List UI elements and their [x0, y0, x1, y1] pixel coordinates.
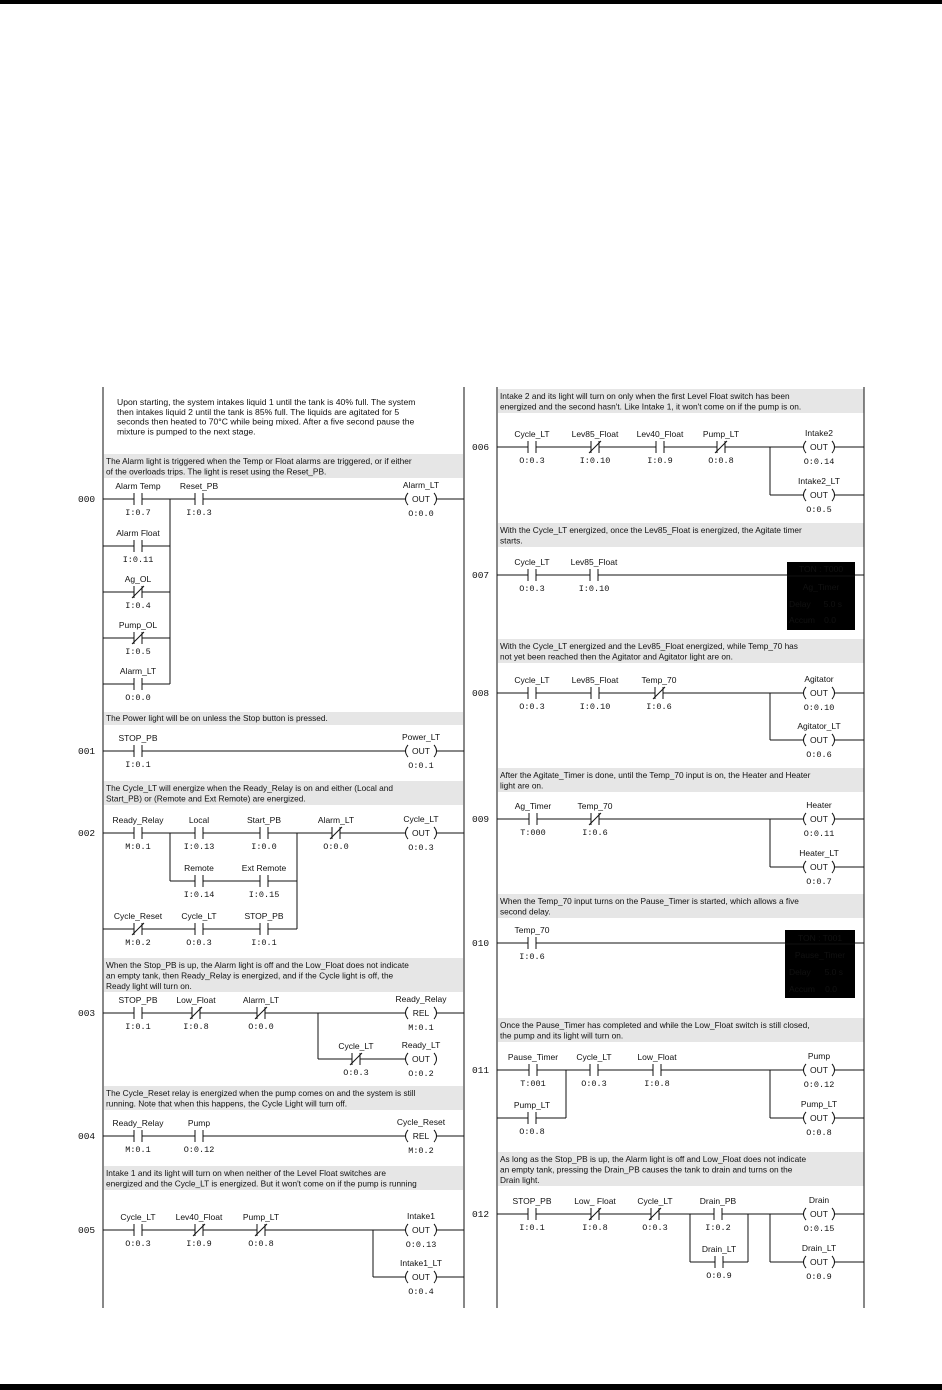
contact-address: I:0.4: [125, 601, 151, 611]
contact-name: Reset_PB: [179, 481, 219, 491]
timer-accum: 0.0: [824, 615, 836, 625]
coil-address: O:0.11: [803, 829, 835, 839]
contact-address: I:0.1: [125, 1022, 151, 1032]
contact-cycle-lt: [528, 441, 536, 453]
contact-lev85-float: [590, 569, 598, 581]
rung-comment: Intake 1 and its light will turn on when neither of the Level Float switches are: [106, 1168, 386, 1178]
rung-comment: an empty tank, pressing the Drain_PB causes the tank to drain and turns on the: [500, 1164, 793, 1175]
coil-address: M:0.1: [408, 1023, 434, 1033]
coil-name: Drain_LT: [801, 1243, 837, 1253]
contact-address: O:0.3: [642, 1223, 668, 1233]
coil-type: OUT: [810, 1065, 828, 1075]
rung-comment: The Power light will be on unless the Stop button is pressed.: [106, 713, 328, 723]
contact-stop-pb: [134, 1007, 142, 1019]
contact-name: Temp_70: [641, 675, 677, 685]
contact-address: T:001: [520, 1079, 546, 1089]
contact-address: I:0.1: [125, 760, 151, 770]
rung-comment: Intake 2 and its light will turn on only when the first Level Float switch has been: [500, 391, 790, 401]
contact-reset-pb: [195, 493, 203, 505]
contact-pump-lt: [528, 1112, 536, 1124]
contact-drain-lt: [715, 1256, 723, 1268]
coil-type: OUT: [810, 862, 828, 872]
contact-name: Pump_OL: [118, 620, 158, 630]
contact-cycle-lt: [590, 1064, 598, 1076]
contact-name: Ready_Relay: [112, 1118, 164, 1128]
contact-address: O:0.3: [519, 702, 545, 712]
coil-name: Agitator_LT: [797, 721, 841, 731]
coil-type: OUT: [810, 735, 828, 745]
rung-comment: second delay.: [500, 906, 551, 917]
contact-address: I:0.7: [125, 508, 151, 518]
coil-type: OUT: [810, 442, 828, 452]
contact-address: I:0.10: [579, 456, 611, 466]
contact-address: I:0.13: [183, 842, 215, 852]
contact-address: I:0.10: [578, 584, 610, 594]
contact-alarm-temp: [134, 493, 142, 505]
contact-address: O:0.8: [248, 1239, 274, 1249]
coil-address: O:0.3: [408, 843, 434, 853]
contact-address: I:0.9: [647, 456, 673, 466]
contact-address: I:0.2: [705, 1223, 731, 1233]
contact-address: O:0.12: [183, 1145, 215, 1155]
coil-type: OUT: [412, 1054, 430, 1064]
intro-text: mixture is pumped to the next stage.: [117, 426, 256, 437]
contact-address: I:0.8: [644, 1079, 670, 1089]
coil-address: O:0.7: [806, 877, 832, 887]
coil-name: Intake2: [805, 428, 833, 438]
contact-address: I:0.11: [122, 555, 154, 565]
coil-name: Ready_Relay: [395, 994, 447, 1004]
contact-name: Alarm Temp: [115, 481, 161, 491]
contact-name: Pump_LT: [513, 1100, 551, 1110]
rung-comment: energized and the second hasn't. Like Intake 1, it won't come on if the pump is on.: [500, 401, 802, 412]
rung-comment: an empty tank, then Ready_Relay is energized, and if the Cycle light is off, the: [106, 970, 394, 981]
timer-delay: 5.0 s: [824, 967, 843, 977]
rung-comment: Once the Pause_Timer has completed and while the Low_Float switch is still closed,: [500, 1020, 810, 1030]
contact-address: I:0.5: [125, 647, 151, 657]
rung-number: 008: [472, 688, 490, 699]
contact-ext-remote: [260, 875, 268, 887]
contact-name: STOP_PB: [118, 995, 158, 1005]
rung-comment: light are on.: [500, 780, 544, 791]
contact-address: I:0.6: [646, 702, 672, 712]
contact-low-float: [653, 1064, 661, 1076]
contact-alarm-lt: [134, 678, 142, 690]
coil-name: Ready_LT: [401, 1040, 441, 1050]
contact-name: Lev85_Float: [571, 675, 619, 685]
contact-pump: [195, 1130, 203, 1142]
contact-name: Drain_LT: [701, 1244, 737, 1254]
coil-name: Intake1: [407, 1211, 435, 1221]
coil-type: REL: [412, 1131, 430, 1141]
coil-type: OUT: [810, 814, 828, 824]
rung-number: 000: [78, 494, 96, 505]
coil-address: O:0.9: [806, 1272, 832, 1282]
contact-name: Cycle_LT: [338, 1041, 374, 1051]
contact-address: I:0.0: [251, 842, 277, 852]
coil-name: Alarm_LT: [402, 480, 440, 490]
rung-comment: Drain light.: [500, 1175, 540, 1185]
contact-name: Ready_Relay: [112, 815, 164, 825]
contact-name: Cycle_Reset: [113, 911, 163, 921]
coil-type: OUT: [412, 1225, 430, 1235]
coil-address: O:0.6: [806, 750, 832, 760]
rung-comment: starts.: [500, 535, 523, 546]
rung-comment: the pump and its light will turn on.: [500, 1030, 624, 1041]
contact-address: I:0.3: [186, 508, 212, 518]
contact-address: M:0.1: [125, 842, 151, 852]
contact-start-pb: [260, 827, 268, 839]
contact-address: I:0.14: [183, 890, 215, 900]
contact-address: O:0.3: [581, 1079, 607, 1089]
contact-name: Start_PB: [246, 815, 282, 825]
coil-name: Pump_LT: [800, 1099, 838, 1109]
coil-name: Heater_LT: [799, 848, 839, 858]
contact-name: STOP_PB: [244, 911, 284, 921]
contact-address: I:0.10: [579, 702, 611, 712]
coil-name: Intake2_LT: [798, 476, 840, 486]
contact-address: I:0.15: [248, 890, 280, 900]
coil-name: Power_LT: [401, 732, 441, 742]
contact-address: M:0.2: [125, 938, 151, 948]
contact-address: O:0.3: [343, 1068, 369, 1078]
contact-stop-pb: [528, 1208, 536, 1220]
timer-name: Pause_Timer: [794, 950, 846, 960]
contact-address: O:0.3: [125, 1239, 151, 1249]
contact-local: [195, 827, 203, 839]
timer-accum-label: Accum: [789, 984, 815, 994]
contact-name: Alarm_LT: [242, 995, 280, 1005]
contact-name: Local: [188, 815, 210, 825]
rung-comment: When the Stop_PB is up, the Alarm light is off and the Low_Float does not indicate: [106, 960, 409, 970]
contact-address: O:0.0: [125, 693, 151, 703]
contact-address: I:0.1: [519, 1223, 545, 1233]
coil-type: OUT: [810, 688, 828, 698]
coil-type: OUT: [412, 1272, 430, 1282]
rung-comment: As long as the Stop_PB is up, the Alarm light is off and Low_Float does not indicate: [500, 1154, 807, 1164]
timer-delay: 5.0 s: [823, 599, 842, 609]
contact-name: Remote: [184, 863, 214, 873]
contact-address: I:0.8: [183, 1022, 209, 1032]
contact-address: O:0.0: [323, 842, 349, 852]
contact-name: Low_ Float: [574, 1196, 616, 1206]
coil-type: OUT: [810, 1113, 828, 1123]
contact-name: Cycle_LT: [637, 1196, 673, 1206]
contact-name: Cycle_LT: [120, 1212, 156, 1222]
intro-text: Upon starting, the system intakes liquid 1 until the tank is 40% full. The system: [117, 397, 416, 407]
coil-type: OUT: [412, 494, 430, 504]
contact-pause-timer: [529, 1064, 537, 1076]
contact-name: Ag_OL: [124, 574, 152, 584]
rung-number: 003: [78, 1008, 96, 1019]
contact-cycle-lt: [528, 569, 536, 581]
rung-comment: not yet been reached then the Agitator and Agitator light are on.: [500, 651, 733, 662]
coil-name: Cycle_LT: [403, 814, 439, 824]
coil-address: O:0.2: [408, 1069, 434, 1079]
contact-address: I:0.6: [519, 952, 545, 962]
coil-address: O:0.14: [803, 457, 835, 467]
contact-address: T:000: [520, 828, 546, 838]
contact-name: Pause_Timer: [507, 1052, 559, 1062]
rung-number: 012: [472, 1209, 490, 1220]
contact-name: Lev40_Float: [636, 429, 684, 439]
contact-cycle-lt: [134, 1224, 142, 1236]
contact-address: I:0.9: [186, 1239, 212, 1249]
coil-type: OUT: [810, 490, 828, 500]
contact-ready-relay: [134, 827, 142, 839]
contact-name: Lev85_Float: [571, 429, 619, 439]
rung-comment: With the Cycle_LT energized, once the Lev85_Float is energized, the Agitate timer: [500, 525, 802, 535]
coil-address: O:0.1: [408, 761, 434, 771]
contact-name: Pump: [187, 1118, 211, 1128]
rung-comment: Start_PB) or (Remote and Ext Remote) are energized.: [106, 793, 306, 804]
coil-address: O:0.0: [408, 509, 434, 519]
contact-name: STOP_PB: [512, 1196, 552, 1206]
coil-type: OUT: [412, 828, 430, 838]
contact-name: Temp_70: [577, 801, 613, 811]
coil-name: Pump: [807, 1051, 831, 1061]
coil-type: REL: [412, 1008, 430, 1018]
contact-remote: [195, 875, 203, 887]
contact-name: Alarm_LT: [119, 666, 157, 676]
intro-text: seconds then heated to 70°C while being mixed. After a five second pause the: [117, 416, 415, 427]
contact-name: Lev40_Float: [175, 1212, 223, 1222]
coil-name: Intake1_LT: [400, 1258, 442, 1268]
contact-stop-pb: [260, 923, 268, 935]
contact-name: Cycle_LT: [514, 675, 550, 685]
coil-type: OUT: [810, 1209, 828, 1219]
coil-address: O:0.5: [806, 505, 832, 515]
contact-cycle-lt: [528, 687, 536, 699]
coil-type: OUT: [412, 746, 430, 756]
rung-number: 001: [78, 746, 96, 757]
contact-address: M:0.1: [125, 1145, 151, 1155]
contact-address: O:0.3: [186, 938, 212, 948]
coil-address: O:0.4: [408, 1287, 434, 1297]
timer-title: TON : T000: [798, 564, 844, 574]
rung-number: 004: [78, 1131, 96, 1142]
contact-name: Low_Float: [176, 995, 216, 1005]
contact-temp-70: [528, 937, 536, 949]
rung-comment: With the Cycle_LT energized and the Lev85_Float energized, while Temp_70 has: [500, 641, 798, 651]
rung-number: 011: [472, 1065, 490, 1076]
coil-type: OUT: [810, 1257, 828, 1267]
coil-name: Cycle_Reset: [396, 1117, 446, 1127]
timer-accum: 0.0: [825, 984, 837, 994]
coil-name: Drain: [808, 1195, 830, 1205]
rung-comment: After the Agitate_Timer is done, until the Temp_70 input is on, the Heater and Heater: [500, 770, 811, 780]
contact-name: Temp_70: [514, 925, 550, 935]
coil-address: O:0.15: [803, 1224, 835, 1234]
contact-address: O:0.9: [706, 1271, 732, 1281]
timer-delay-label: Delay: [789, 967, 811, 977]
rung-comment: Ready light will turn on.: [106, 981, 192, 991]
contact-name: Low_Float: [637, 1052, 677, 1062]
contact-alarm-float: [134, 540, 142, 552]
coil-address: O:0.10: [803, 703, 835, 713]
rung-number: 005: [78, 1225, 96, 1236]
intro-text: then intakes liquid 2 until the tank is 85% full. The liquids are agitated for 5: [117, 406, 400, 417]
contact-name: Ext Remote: [241, 863, 287, 873]
timer-accum-label: Accum: [789, 615, 815, 625]
contact-name: Pump_LT: [242, 1212, 280, 1222]
contact-address: I:0.8: [582, 1223, 608, 1233]
contact-ag-timer: [529, 813, 537, 825]
contact-name: Lev85_Float: [570, 557, 618, 567]
contact-name: Ag_Timer: [514, 801, 552, 811]
coil-address: M:0.2: [408, 1146, 434, 1156]
contact-address: O:0.3: [519, 456, 545, 466]
contact-address: O:0.8: [708, 456, 734, 466]
rung-comment: The Cycle_Reset relay is energized when the pump comes on and the system is still: [106, 1088, 416, 1098]
coil-address: O:0.8: [806, 1128, 832, 1138]
coil-name: Heater: [806, 800, 832, 810]
timer-title: TON : T001: [797, 933, 843, 943]
contact-address: O:0.0: [248, 1022, 274, 1032]
timer-delay-label: Delay: [789, 599, 811, 609]
rung-comment: running. Note that when this happens, the Cycle Light will turn off.: [106, 1098, 348, 1109]
contact-address: I:0.1: [251, 938, 277, 948]
rung-comment: The Cycle_LT will energize when the Ready_Relay is on and either (Local and: [106, 783, 394, 793]
contact-name: Cycle_LT: [514, 429, 550, 439]
contact-address: O:0.8: [519, 1127, 545, 1137]
rung-comment: When the Temp_70 input turns on the Pause_Timer is started, which allows a five: [500, 896, 799, 906]
rung-comment: of the overloads trips. The light is reset using the Reset_PB.: [106, 466, 327, 477]
contact-address: I:0.6: [582, 828, 608, 838]
contact-name: Alarm Float: [116, 528, 160, 538]
timer-name: Ag_Timer: [802, 582, 840, 592]
rung-number: 002: [78, 828, 96, 839]
contact-name: Cycle_LT: [576, 1052, 612, 1062]
contact-ready-relay: [134, 1130, 142, 1142]
contact-lev85-float: [591, 687, 599, 699]
rung-number: 007: [472, 570, 490, 581]
contact-name: Pump_LT: [702, 429, 740, 439]
contact-name: Alarm_LT: [317, 815, 355, 825]
coil-address: O:0.12: [803, 1080, 835, 1090]
contact-name: Cycle_LT: [514, 557, 550, 567]
rung-number: 006: [472, 442, 490, 453]
contact-name: Cycle_LT: [181, 911, 217, 921]
rung-comment: The Alarm light is triggered when the Temp or Float alarms are triggered, or if either: [106, 456, 412, 466]
contact-stop-pb: [134, 745, 142, 757]
rung-number: 009: [472, 814, 490, 825]
contact-name: Drain_PB: [699, 1196, 737, 1206]
coil-name: Agitator: [804, 674, 834, 684]
contact-cycle-lt: [195, 923, 203, 935]
contact-drain-pb: [714, 1208, 722, 1220]
rung-number: 010: [472, 938, 490, 949]
contact-address: O:0.3: [519, 584, 545, 594]
rung-comment: energized and the Cycle_LT is energized. But it won't come on if the pump is running: [106, 1178, 417, 1189]
contact-lev40-float: [656, 441, 664, 453]
contact-name: STOP_PB: [118, 733, 158, 743]
coil-address: O:0.13: [405, 1240, 437, 1250]
